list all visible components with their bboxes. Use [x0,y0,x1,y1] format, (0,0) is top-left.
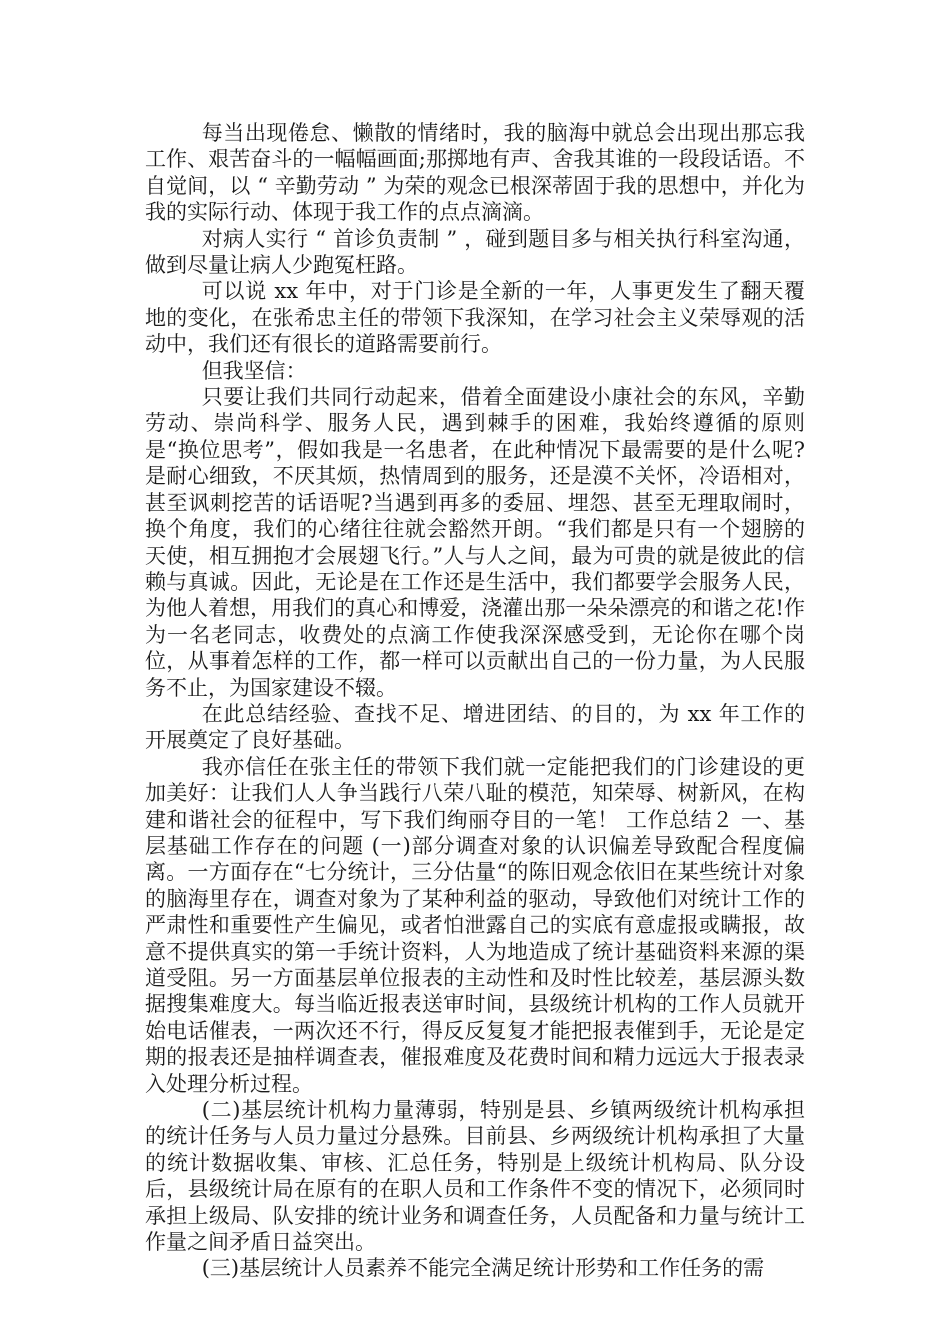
paragraph: (二)基层统计机构力量薄弱，特别是县、乡镇两级统计机构承担的统计任务与人员力量过分悬殊。目前县、乡两级统计机构承担了大量的统计数据收集、审核、汇总任务，特别是上级统计机构局、队分设后，县级统计局在原有的在职人员和工作条件不变的情况下，必须同时承担上级局、队安排的统计业务和调查任务，人员配备和力量与统计工作量之间矛盾日益突出。 [145,1098,805,1255]
paragraph: (三)基层统计人员素养不能完全满足统计形势和工作任务的需 [201,1256,765,1281]
paragraph: 可以说 xx 年中，对于门诊是全新的一年，人事更发生了翻天覆地的变化，在张希忠主任的带领下我深知，在学习社会主义荣辱观的活动中，我们还有很长的道路需要前行。 [145,279,805,357]
paragraph: 但我坚信： [201,358,307,383]
paragraph: 对病人实行 “ 首诊负责制 ” ，碰到题目多与相关执行科室沟通，做到尽量让病人少跑冤枉路。 [145,226,805,278]
document-body [145,120,805,1282]
paragraph: 只要让我们共同行动起来，借着全面建设小康社会的东风，辛勤劳动、崇尚科学、服务人民，遇到棘手的困难，我始终遵循的原则是“换位思考”，假如我是一名患者，在此种情况下最需要的是什么呢?是耐心细致，不厌其烦，热情周到的服务，还是漠不关怀，冷语相对，甚至讽刺挖苦的话语呢?当遇到再多的委屈、埋怨、甚至无理取闹时，换个角度，我们的心绪往往就会豁然开朗。“我们都是只有一个翅膀的天使，相互拥抱才会展翅飞行。”人与人之间，最为可贵的就是彼此的信赖与真诚。因此，无论是在工作还是生活中，我们都要学会服务人民，为他人着想，用我们的真心和博爱，浇灌出那一朵朵漂亮的和谐之花!作为一名老同志，收费处的点滴工作使我深深感受到，无论你在哪个岗位，从事着怎样的工作，都一样可以贡献出自己的一份力量，为人民服务不止，为国家建设不辍。 [145,385,805,700]
paragraph: 在此总结经验、查找不足、增进团结、的目的，为 xx 年工作的开展奠定了良好基础。 [145,701,805,753]
paragraph: 我亦信任在张主任的带领下我们就一定能把我们的门诊建设的更加美好：让我们人人争当践行八荣八耻的模范，知荣辱、树新风，在构建和谐社会的征程中，写下我们绚丽夺目的一笔！ 工作总结２ 一、基层基础工作存在的问题 (一)部分调查对象的认识偏差导致配合程度偏离。一方面存在“七分统计，三分估量“的陈旧观念依旧在某些统计对象的脑海里存在，调查对象为了某种利益的驱动，导致他们对统计工作的严肃性和重要性产生偏见，或者怕泄露自己的实底有意虚报或瞒报，故意不提供真实的第一手统计资料，人为地造成了统计基础资料来源的渠道受阻。另一方面基层单位报表的主动性和及时性比较差，基层源头数据搜集难度大。每当临近报表送审时间，县级统计机构的工作人员就开始电话催表，一两次还不行，得反反复复才能把报表催到手，无论是定期的报表还是抽样调查表，催报难度及花费时间和精力远远大于报表录入处理分析过程。 [145,754,805,1096]
paragraph: 每当出现倦怠、懒散的情绪时，我的脑海中就总会出现出那忘我工作、艰苦奋斗的一幅幅画面;那掷地有声、舍我其谁的一段段话语。不自觉间，以 “ 辛勤劳动 ” 为荣的观念已根深蒂固于我的思想中，并化为我的实际行动、体现于我工作的点点滴滴。 [145,121,805,225]
